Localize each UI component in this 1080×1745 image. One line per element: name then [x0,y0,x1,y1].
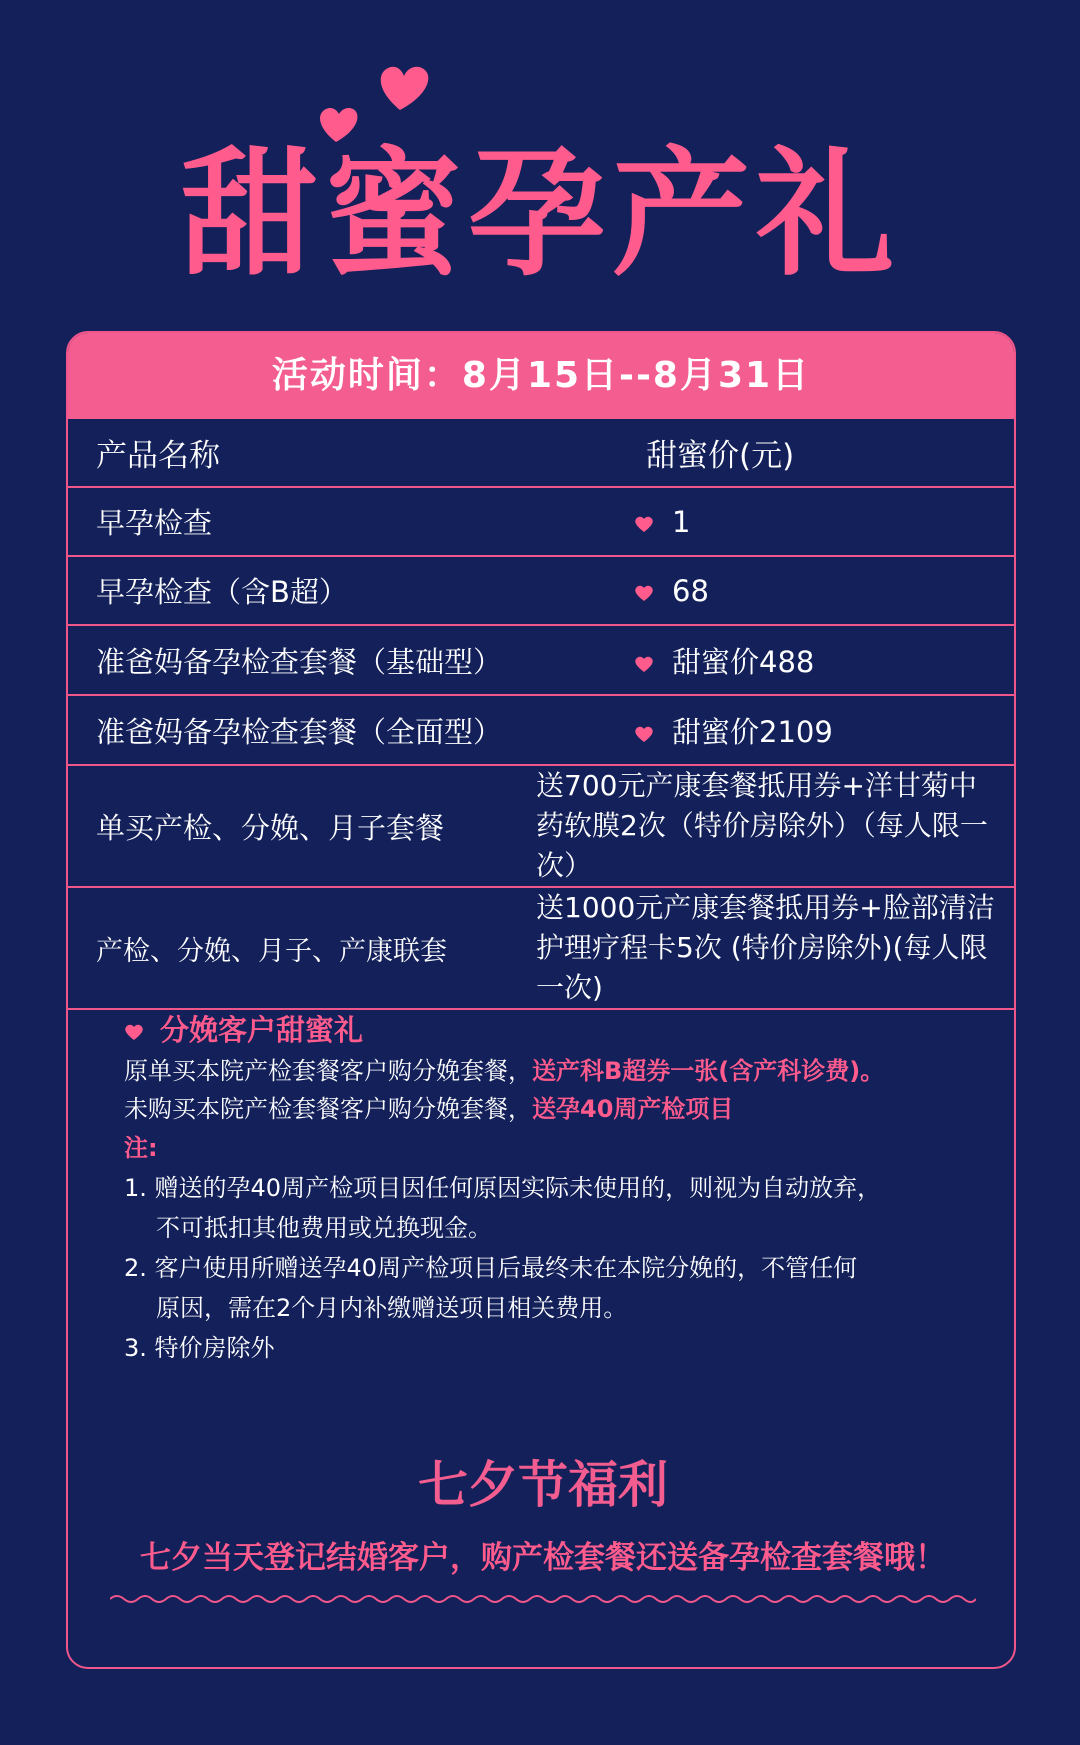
heart-icon [634,725,654,743]
column-header-product: 产品名称 [96,438,220,474]
promo-card [66,331,1016,1669]
bonus-title: 七夕节福利 [418,1456,668,1514]
product-name: 准爸妈备孕检查套餐（基础型） [96,644,503,679]
note-label: 注: [124,1134,158,1162]
table-row [68,556,1014,625]
table-row [68,487,1014,556]
table-row [68,887,1014,1009]
product-name: 产检、分娩、月子、产康联套 [96,935,447,967]
product-gift: 送700元产康套餐抵用券+洋甘菊中药软膜2次（特价房除外）（每人限一次） [536,769,988,882]
gift-section-title: 分娩客户甜蜜礼 [124,1008,984,1052]
product-price: 1 [536,487,1014,556]
product-name: 单买产检、分娩、月子套餐 [96,810,445,845]
note-item: 3. 特价房除外 [124,1334,275,1362]
wave-divider-icon [110,1591,976,1607]
product-price: 68 [536,556,1014,625]
gift-section [124,1008,984,1368]
product-name: 早孕检查 [96,506,213,540]
product-price: 甜蜜价488 [536,625,1014,695]
gift-line: 未购买本院产检套餐客户购分娩套餐，送孕40周产检项目 [124,1095,734,1123]
heart-icon [634,515,654,533]
page-title: 甜蜜孕产礼 [179,134,900,295]
table-row [68,765,1014,887]
product-price: 甜蜜价2109 [536,695,1014,765]
gift-line: 原单买本院产检套餐客户购分娩套餐，送产科B超券一张(含产科诊费)。 [124,1057,885,1085]
note-item: 1. 赠送的孕40周产检项目因任何原因实际未使用的，则视为自动放弃， 不可抵扣其他费用或兑换现金。 [124,1174,882,1242]
product-name: 早孕检查（含B超） [96,575,348,609]
table-row [68,695,1014,765]
table-row [68,625,1014,695]
heart-icon [634,655,654,673]
price-table [68,419,1014,1010]
activity-date-bar: 活动时间：8月15日--8月31日 [68,333,1014,419]
table-header-row [68,419,1014,487]
heart-icon [124,1023,144,1041]
product-gift: 送1000元产康套餐抵用券+脸部清洁护理疗程卡5次 (特价房除外)(每人限一次) [536,891,995,1004]
bonus-text: 七夕当天登记结婚客户，购产检套餐还送备孕检查套餐哦！ [140,1540,946,1576]
note-item: 2. 客户使用所赠送孕40周产检项目后最终未在本院分娩的，不管任何 原因，需在2个月内补缴赠送项目相关费用。 [124,1254,858,1322]
column-header-price: 甜蜜价(元) [646,438,795,474]
product-name: 准爸妈备孕检查套餐（全面型） [96,714,503,749]
heart-icon [634,584,654,602]
